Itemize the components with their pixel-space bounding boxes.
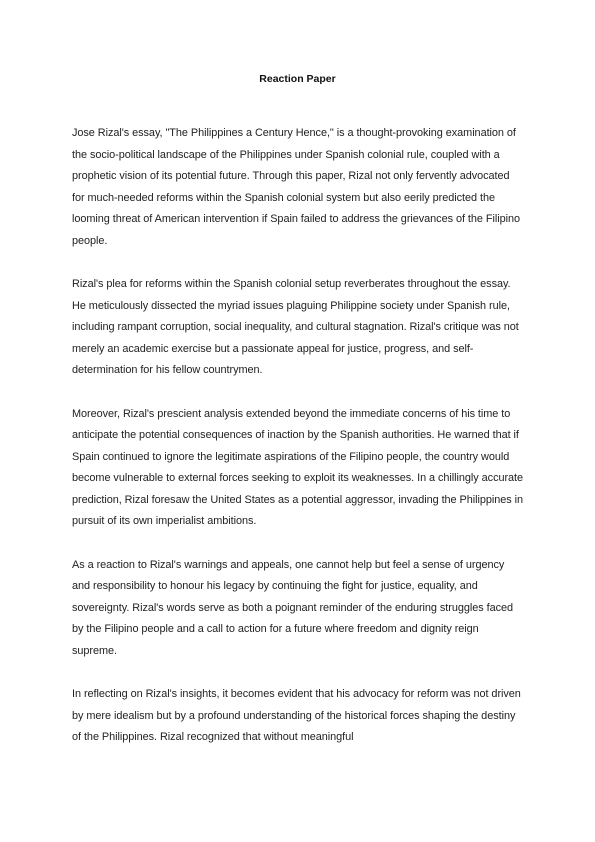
paragraph: In reflecting on Rizal's insights, it becomes evident that his advocacy for reform was not driven by mere idealism but by a profound understanding of the historical forces shaping the destiny of the Philippines. Rizal recognized that without meaningful bbox=[72, 688, 521, 743]
paragraph: Rizal's plea for reforms within the Spanish colonial setup reverberates throughout the essay. He meticulously dissected the myriad issues plaguing Philippine society under Spanish rule, including rampant corruption, social inequality, and cultural stagnation. Rizal's critique was not merely an academic exercise but a passionate appeal for justice, progress, and self-determination for his fellow countrymen. bbox=[72, 278, 519, 376]
paragraph: Jose Rizal's essay, "The Philippines a Century Hence," is a thought-provoking examination of the socio-political landscape of the Philippines under Spanish colonial rule, coupled with a prophetic vision of its potential future. Through this paper, Rizal not only fervently advocated for much-needed reforms within the Spanish colonial system but also eerily predicted the looming threat of American intervention if Spain failed to address the grievances of the Filipino people. bbox=[72, 127, 520, 247]
paragraph: As a reaction to Rizal's warnings and appeals, one cannot help but feel a sense of urgency and responsibility to honour his legacy by continuing the fight for justice, equality, and sovereignty. Rizal's words serve as both a poignant reminder of the enduring struggles faced by the Filipino people and a call to action for a future where freedom and dignity reign supreme. bbox=[72, 558, 514, 657]
document-body bbox=[72, 123, 524, 771]
paragraph: Moreover, Rizal's prescient analysis extended beyond the immediate concerns of his time to anticipate the potential consequences of inaction by the Spanish authorities. He warned that if Spain continued to ignore the legitimate aspirations of the Filipino people, the country would become vulnerable to external forces seeking to exploit its weaknesses. In a chillingly accurate prediction, Rizal foresaw the United States as a potential aggressor, invading the Philippines in pursuit of its own imperialist ambitions. bbox=[72, 407, 524, 527]
document-title: Reaction Paper bbox=[259, 73, 336, 85]
